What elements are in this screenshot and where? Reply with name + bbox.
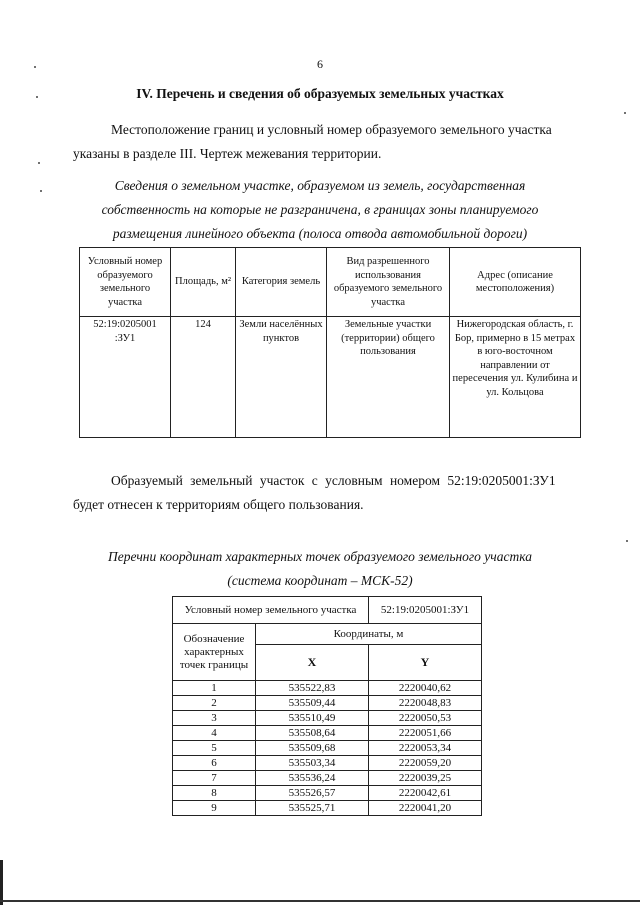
table-row <box>173 771 482 786</box>
intro-line-1: Местоположение границ и условный номер образуемого земельного участка <box>111 122 552 137</box>
point-header: Обозначение характерных точек границы <box>173 624 256 681</box>
header-address: Адрес (описание местоположения) <box>450 248 581 317</box>
point-id: 6 <box>173 756 256 771</box>
header-area: Площадь, м² <box>171 248 236 317</box>
caption2-line-2: (система координат – МСК-52) <box>227 573 413 588</box>
table-row <box>173 801 482 816</box>
header-conditional-number: Условный номер образуемого земельного участка <box>80 248 171 317</box>
land-plot-info-table <box>79 247 581 438</box>
point-id: 9 <box>173 801 256 816</box>
table-row <box>173 711 482 726</box>
caption2-line-1: Перечни координат характерных точек образуемого земельного участка <box>108 549 532 564</box>
scan-speck <box>36 96 38 98</box>
plot-number-value: 52:19:0205001:ЗУ1 <box>369 597 482 624</box>
scan-speck <box>624 112 626 114</box>
page-number: 6 <box>317 57 323 71</box>
para2-line-1: Образуемый земельный участок с условным номером 52:19:0205001:ЗУ1 <box>111 473 556 488</box>
para2-line-2: будет отнесен к территориям общего пользования. <box>73 497 364 512</box>
x-value: 535522,83 <box>256 681 369 696</box>
scan-edge-left <box>0 860 3 905</box>
y-header: Y <box>369 645 482 681</box>
y-value: 2220050,53 <box>369 711 482 726</box>
table-header-row <box>80 248 581 317</box>
x-header: X <box>256 645 369 681</box>
scan-edge-bottom <box>0 900 640 902</box>
table-row <box>80 317 581 438</box>
coords-header-row <box>173 624 482 645</box>
cell-permitted-use: Земельные участки (территории) общего пользования <box>327 317 450 438</box>
y-value: 2220041,20 <box>369 801 482 816</box>
y-value: 2220042,61 <box>369 786 482 801</box>
coords-header: Координаты, м <box>256 624 482 645</box>
point-id: 3 <box>173 711 256 726</box>
x-value: 535503,34 <box>256 756 369 771</box>
x-value: 535510,49 <box>256 711 369 726</box>
table-row <box>173 741 482 756</box>
y-value: 2220040,62 <box>369 681 482 696</box>
y-value: 2220053,34 <box>369 741 482 756</box>
point-id: 8 <box>173 786 256 801</box>
x-value: 535536,24 <box>256 771 369 786</box>
scan-speck <box>40 190 42 192</box>
caption1-line-3: размещения линейного объекта (полоса отвода автомобильной дороги) <box>112 226 528 241</box>
caption1-line-2: собственность на которые не разграничена, в границах зоны планируемого <box>101 202 539 217</box>
y-value: 2220051,66 <box>369 726 482 741</box>
intro-line-2: указаны в разделе III. Чертеж межевания территории. <box>73 146 382 161</box>
table-row <box>173 756 482 771</box>
table-row <box>173 696 482 711</box>
x-value: 535509,68 <box>256 741 369 756</box>
x-value: 535509,44 <box>256 696 369 711</box>
table-row <box>173 786 482 801</box>
table-row <box>173 726 482 741</box>
table-row <box>173 681 482 696</box>
y-value: 2220039,25 <box>369 771 482 786</box>
cell-area: 124 <box>171 317 236 438</box>
point-id: 1 <box>173 681 256 696</box>
section-heading: IV. Перечень и сведения об образуемых земельных участках <box>136 86 504 101</box>
cell-conditional-number: 52:19:0205001 :ЗУ1 <box>80 317 171 438</box>
scan-speck <box>38 162 40 164</box>
scan-speck <box>34 66 36 68</box>
y-value: 2220059,20 <box>369 756 482 771</box>
y-value: 2220048,83 <box>369 696 482 711</box>
header-category: Категория земель <box>236 248 327 317</box>
point-id: 4 <box>173 726 256 741</box>
header-permitted-use: Вид разрешенного использования образуемого земельного участка <box>327 248 450 317</box>
cell-category: Земли населённых пунктов <box>236 317 327 438</box>
coordinates-table <box>172 596 482 816</box>
scan-speck <box>626 540 628 542</box>
x-value: 535526,57 <box>256 786 369 801</box>
plot-number-row <box>173 597 482 624</box>
point-id: 7 <box>173 771 256 786</box>
point-id: 2 <box>173 696 256 711</box>
x-value: 535508,64 <box>256 726 369 741</box>
point-id: 5 <box>173 741 256 756</box>
cell-address: Нижегородская область, г. Бор, примерно в 15 метрах в юго-восточном направлении от пересечения ул. Кулибина и ул. Кольцова <box>450 317 581 438</box>
caption1-line-1: Сведения о земельном участке, образуемом из земель, государственная <box>114 178 526 193</box>
plot-number-label: Условный номер земельного участка <box>173 597 369 624</box>
x-value: 535525,71 <box>256 801 369 816</box>
